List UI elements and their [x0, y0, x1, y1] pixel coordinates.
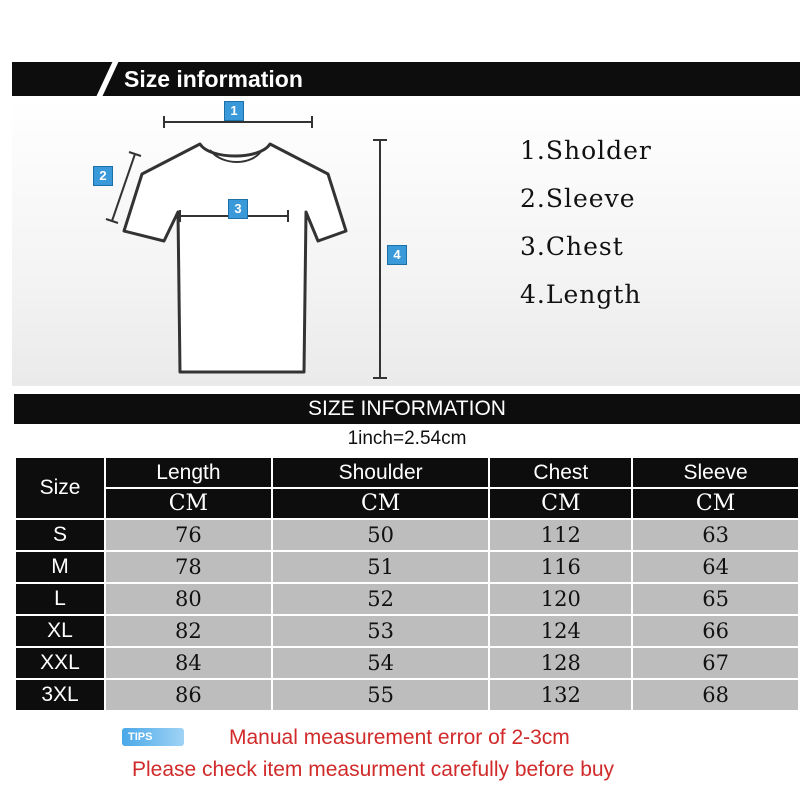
shoulder-cell: 55 [273, 680, 489, 710]
size-label: M [16, 552, 104, 582]
shoulder-unit: CM [273, 489, 489, 518]
legend-shoulder: 1.Sholder [520, 136, 652, 165]
length-cell: 78 [106, 552, 271, 582]
table-header-row [16, 458, 798, 487]
length-column-header: Length [106, 458, 271, 487]
diagram-panel [12, 96, 800, 386]
shoulder-cell: 50 [273, 520, 489, 550]
tshirt-outline-icon [12, 96, 800, 386]
size-label: S [16, 520, 104, 550]
tips-badge: TIPS [122, 728, 184, 746]
size-label: L [16, 584, 104, 614]
length-cell: 82 [106, 616, 271, 646]
size-table [14, 456, 800, 712]
legend-sleeve: 2.Sleeve [520, 184, 636, 213]
chest-cell: 124 [490, 616, 631, 646]
chest-unit: CM [490, 489, 631, 518]
table-row [16, 552, 798, 582]
size-info-banner: SIZE INFORMATION [14, 394, 800, 424]
length-cell: 84 [106, 648, 271, 678]
length-unit: CM [106, 489, 271, 518]
sleeve-cell: 67 [633, 648, 798, 678]
size-column-header: Size [16, 458, 104, 518]
chest-badge: 3 [228, 199, 248, 219]
sleeve-unit: CM [633, 489, 798, 518]
size-label: XL [16, 616, 104, 646]
sleeve-cell: 63 [633, 520, 798, 550]
table-row [16, 648, 798, 678]
sleeve-cell: 68 [633, 680, 798, 710]
sleeve-cell: 65 [633, 584, 798, 614]
measurement-error-note: Manual measurement error of 2-3cm [229, 726, 570, 749]
shoulder-cell: 51 [273, 552, 489, 582]
length-cell: 76 [106, 520, 271, 550]
chest-cell: 116 [490, 552, 631, 582]
length-cell: 86 [106, 680, 271, 710]
shoulder-cell: 53 [273, 616, 489, 646]
table-row [16, 616, 798, 646]
table-row [16, 584, 798, 614]
table-row [16, 680, 798, 710]
banner-slash-decoration [95, 60, 120, 100]
page-title: Size information [124, 66, 303, 92]
shoulder-cell: 52 [273, 584, 489, 614]
legend-chest: 3.Chest [520, 232, 624, 261]
legend-length: 4.Length [520, 280, 642, 309]
size-label: XXL [16, 648, 104, 678]
tshirt-body [124, 144, 346, 372]
sleeve-cell: 64 [633, 552, 798, 582]
top-banner [12, 62, 800, 96]
length-badge: 4 [387, 245, 407, 265]
unit-conversion-note: 1inch=2.54cm [347, 428, 467, 449]
sleeve-column-header: Sleeve [633, 458, 798, 487]
table-unit-row [16, 489, 798, 518]
shoulder-column-header: Shoulder [273, 458, 489, 487]
chest-cell: 120 [490, 584, 631, 614]
chest-cell: 112 [490, 520, 631, 550]
shoulder-badge: 1 [224, 101, 244, 121]
length-cell: 80 [106, 584, 271, 614]
size-label: 3XL [16, 680, 104, 710]
chest-cell: 128 [490, 648, 631, 678]
check-measurement-note: Please check item measurment carefully before buy [132, 758, 615, 781]
chest-cell: 132 [490, 680, 631, 710]
chest-column-header: Chest [490, 458, 631, 487]
sleeve-badge: 2 [93, 166, 113, 186]
table-row [16, 520, 798, 550]
sleeve-cell: 66 [633, 616, 798, 646]
shoulder-cell: 54 [273, 648, 489, 678]
